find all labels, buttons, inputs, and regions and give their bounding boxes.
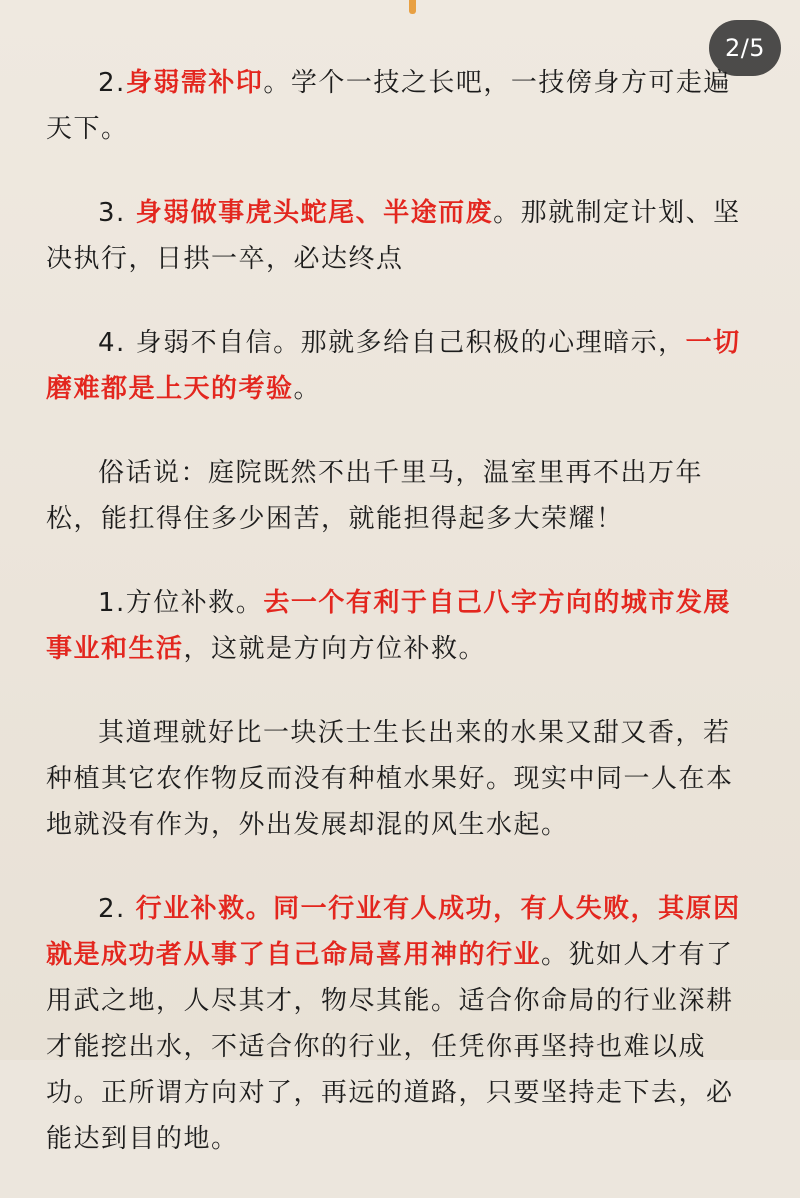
- paragraph-4-self-confidence: [46, 320, 746, 412]
- highlighted-phrase: 一切磨难都是上天的考验: [46, 328, 741, 404]
- highlighted-phrase: 身弱需补印: [125, 68, 264, 98]
- paragraph-number: 2.: [98, 894, 136, 924]
- highlighted-phrase: 身弱做事虎头蛇尾、半途而废: [135, 198, 494, 228]
- paragraph-number: 2.: [98, 68, 126, 98]
- paragraph-3-half-hearted: [46, 190, 746, 282]
- paragraph-text: 。犹如人才有了用武之地，人尽其才，物尽其能。适合你命局的行业深耕才能挖出水，不适合你的行业，任凭你再坚持也难以成功。正所谓方向对了，再远的道路，只要坚持走下去，必能达到目的地。: [46, 940, 734, 1154]
- paragraph-proverb: [46, 450, 746, 542]
- top-scroll-marker: [409, 0, 416, 14]
- paragraph-text: 俗话说：庭院既然不出千里马，温室里再不出万年松，能扛得住多少困苦，就能担得起多大荣耀！: [46, 458, 704, 534]
- paragraph-text: 。: [293, 374, 322, 404]
- paragraph-text: 1.方位补救。: [98, 588, 264, 618]
- paragraph-direction-remedy: [46, 580, 746, 672]
- paragraph-2-weak-body-seal: [46, 60, 746, 152]
- page-indicator[interactable]: 2/5: [709, 20, 781, 76]
- paragraph-text: 。那就制定计划、坚决执行，日拱一卒，必达终点: [46, 198, 741, 274]
- paragraph-industry-remedy: [46, 886, 746, 1162]
- paragraph-text: ，这就是方向方位补救。: [183, 634, 487, 664]
- highlighted-phrase: 去一个有利于自己八字方向的城市发展事业和生活: [46, 588, 731, 664]
- paragraph-text: 。学个一技之长吧，一技傍身方可走遍天下。: [46, 68, 731, 144]
- paragraph-number: 3.: [98, 198, 136, 228]
- paragraph-text: 其道理就好比一块沃士生长出来的水果又甜又香，若种植其它农作物反而没有种植水果好。现实中同一人在本地就没有作为，外出发展却混的风生水起。: [46, 718, 734, 840]
- paragraph-text: 4. 身弱不自信。那就多给自己积极的心理暗示，: [98, 328, 686, 358]
- article-body: [46, 60, 746, 1198]
- highlighted-phrase: 行业补救。同一行业有人成功，有人失败，其原因就是成功者从事了自己命局喜用神的行业: [46, 894, 741, 970]
- paragraph-fruit-analogy: [46, 710, 746, 848]
